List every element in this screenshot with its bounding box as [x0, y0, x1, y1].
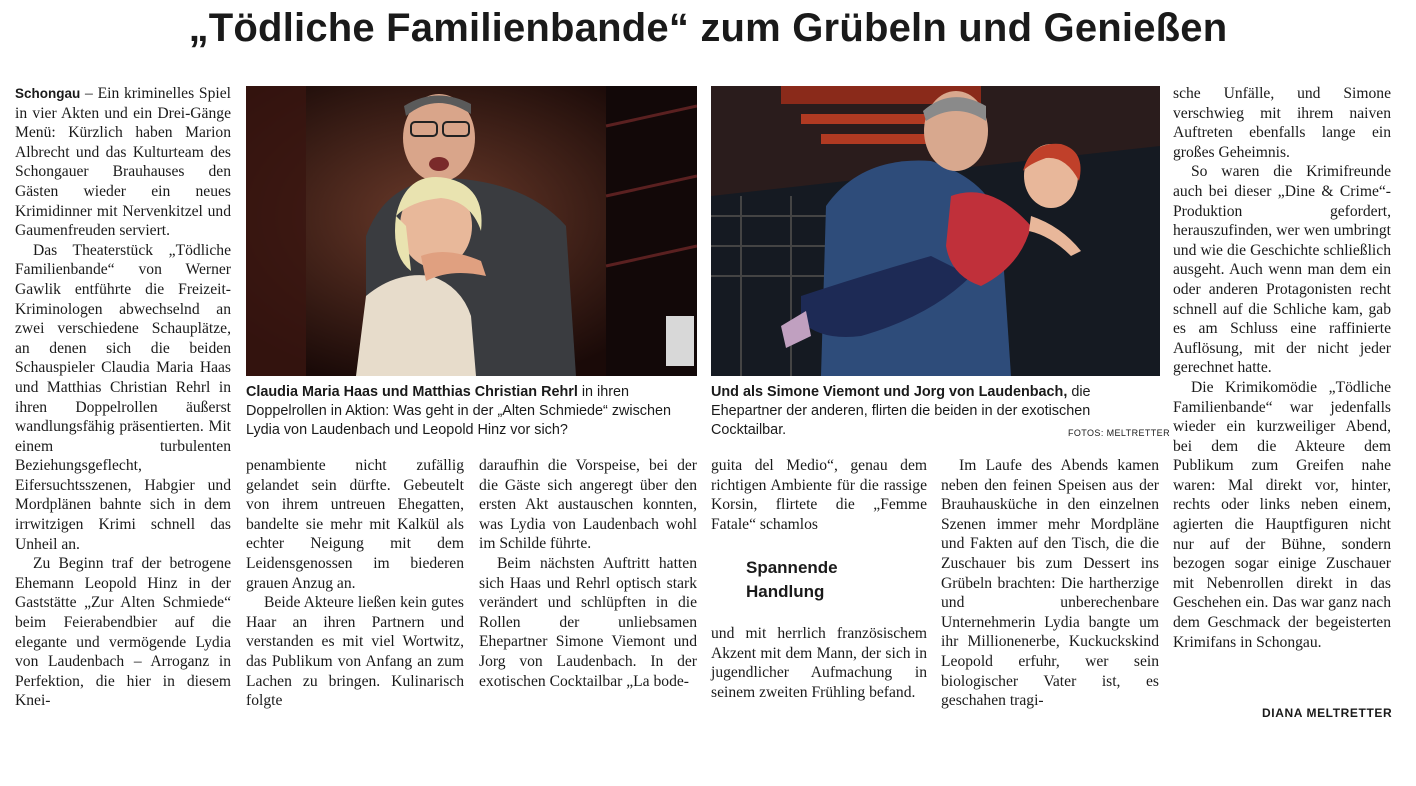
subheading-line: Handlung [746, 582, 825, 601]
article-column-6 [1173, 84, 1391, 652]
paragraph: Beide Akteure ließen kein gutes Haar an ihren Partnern und verstanden es mit viel Wortwitz, das Publikum von Anfang an zum Lachen zu bringen. Kulinarisch folgte [246, 594, 464, 710]
article-column-5 [941, 456, 1159, 711]
paragraph [15, 84, 231, 241]
paragraph: sche Unfälle, und Simone verschwieg mit ihrem naiven Auftreten ebenfalls lange ein großes Geheimnis. [1173, 85, 1391, 161]
paragraph: So waren die Krimifreunde auch bei dieser „Dine & Crime“-Produktion gefordert, herauszufinden, wer wen umbringt und wie die Geschichte schließlich ausgeht. Auch wenn man dem ein oder anderen Protagonisten recht schnell auf die Schliche kam, gab es am Schluss eine raffinierte Auflösung, mit der nicht jeder gerechnet hatte. [1173, 163, 1391, 377]
article-column-3 [479, 456, 697, 691]
article-headline: „Tödliche Familienbande“ zum Grübeln und Genießen [188, 6, 1228, 50]
photo-haas-rehrl-schmiede [246, 86, 697, 376]
photo-caption-1 [246, 383, 697, 440]
paragraph: penambiente nicht zufällig gelandet sein dürfte. Gebeutelt von ihrem untreuen Ehegatten, bandelte sie mehr mit Kalkül als echter Neigung mit dem Leidensgenossen im biederen grauen Anzug an. [246, 457, 464, 592]
caption-names: Und als Simone Viemont und Jorg von Laudenbach, [711, 384, 1068, 400]
subheading [746, 556, 838, 604]
paragraph: Die Krimikomödie „Tödliche Familienbande“ war jedenfalls wieder ein kurzweiliger Abend, bei dem die Akteure dem Publikum zum Greifen nahe waren: Mal direkt vor, hinter, rechts oder links neben einem, agierten die Hauptfiguren nicht nur auf der Bühne, sondern bezogen sogar einige Zuschauer mit Nebenrollen direkt in das Geschehen ein. Das war ganz nach dem Geschmack der begeisterten Krimifans in Schongau. [1173, 378, 1391, 651]
paragraph: guita del Medio“, genau dem richtigen Ambiente für die rassige Korsin, flirtete die „Femme Fatale“ schamlos [711, 457, 927, 533]
article-column-2 [246, 456, 464, 711]
article-column-4-continued [711, 624, 927, 702]
caption-text: die Ehepartner der anderen, flirten die beiden in der exotischen Cocktailbar. [711, 384, 1091, 438]
paragraph: Beim nächsten Auftritt hatten sich Haas und Rehrl optisch stark verändert und schlüpften in die Rollen der unliebsamen Ehepartner Simone Viemont und Jorg von Laudenbach. In der exotischen Cocktailbar „La bode- [479, 554, 697, 690]
paragraph: Zu Beginn traf der betrogene Ehemann Leopold Hinz in der Gaststätte „Zur Alten Schmiede“ beim Feierabendbier auf die elegante und vermögende Lydia von Laudenbach – Arroganz in Perfektion, die hier in diesem Knei- [15, 555, 231, 710]
author-byline: DIANA MELTRETTER [1262, 706, 1393, 720]
paragraph-text: – Ein kriminelles Spiel in vier Akten und ein Drei-Gänge Menü: Kürzlich haben Marion Albrecht und das Kulturteam des Schongauer Brauhauses den Gästen wieder ein neues Krimidinner mit Nervenkitzel und Gaumenfreuden serviert. [15, 85, 231, 240]
adjacent-page-edge [1408, 40, 1416, 740]
caption-names: Claudia Maria Haas und Matthias Christian Rehrl [246, 384, 578, 400]
photo-viemont-laudenbach-cocktailbar [711, 86, 1160, 376]
dateline: Schongau [15, 86, 81, 101]
paragraph: daraufhin die Vorspeise, bei der die Gäste sich angeregt über den ersten Akt austauschen konnten, was Lydia von Laudenbach wohl im Schilde führte. [479, 457, 697, 553]
caption-text: in ihren Doppelrollen in Aktion: Was geht in der „Alten Schmiede“ zwischen Lydia von Laudenbach und Leopold Hinz vor sich? [246, 384, 672, 438]
paragraph: Das Theaterstück „Tödliche Familienbande“ von Werner Gawlik entführte die Freizeit-Kriminologen abwechselnd an zwei verschiedene Schauplätze, an denen sich die beiden Schauspieler Claudia Maria Haas und Matthias Christian Rehrl in ihren Doppelrollen äußerst wandlungsfähig präsentierten. Mit einem turbulenten Beziehungsgeflecht, Eifersuchtsszenen, Habgier und Mordplänen bahnte sich in dem irrwitzigen Krimi schnell das Unheil an. [15, 241, 231, 553]
photo-credit: FOTOS: MELTRETTER [1068, 428, 1170, 438]
article-column-4 [711, 456, 927, 534]
article-column-1 [15, 84, 231, 711]
paragraph: Im Laufe des Abends kamen neben den feinen Speisen aus der Brauhausküche in den einzelnen Szenen immer mehr Mordpläne und Fakten auf den Tisch, die die Zuschauer bis zum Dessert ins Grübeln brachten: Die hartherzige und unberechenbare Unternehmerin Lydia bangte um ihr Millionenerbe, Kuckuckskind Leopold erfuhr, wer sein biologischer Vater ist, es geschahen tragi- [941, 457, 1159, 710]
paragraph: und mit herrlich französischem Akzent mit dem Mann, der sich in jugendlicher Aufmachung in seinem zweiten Frühling befand. [711, 625, 927, 701]
subheading-line: Spannende [746, 558, 838, 577]
